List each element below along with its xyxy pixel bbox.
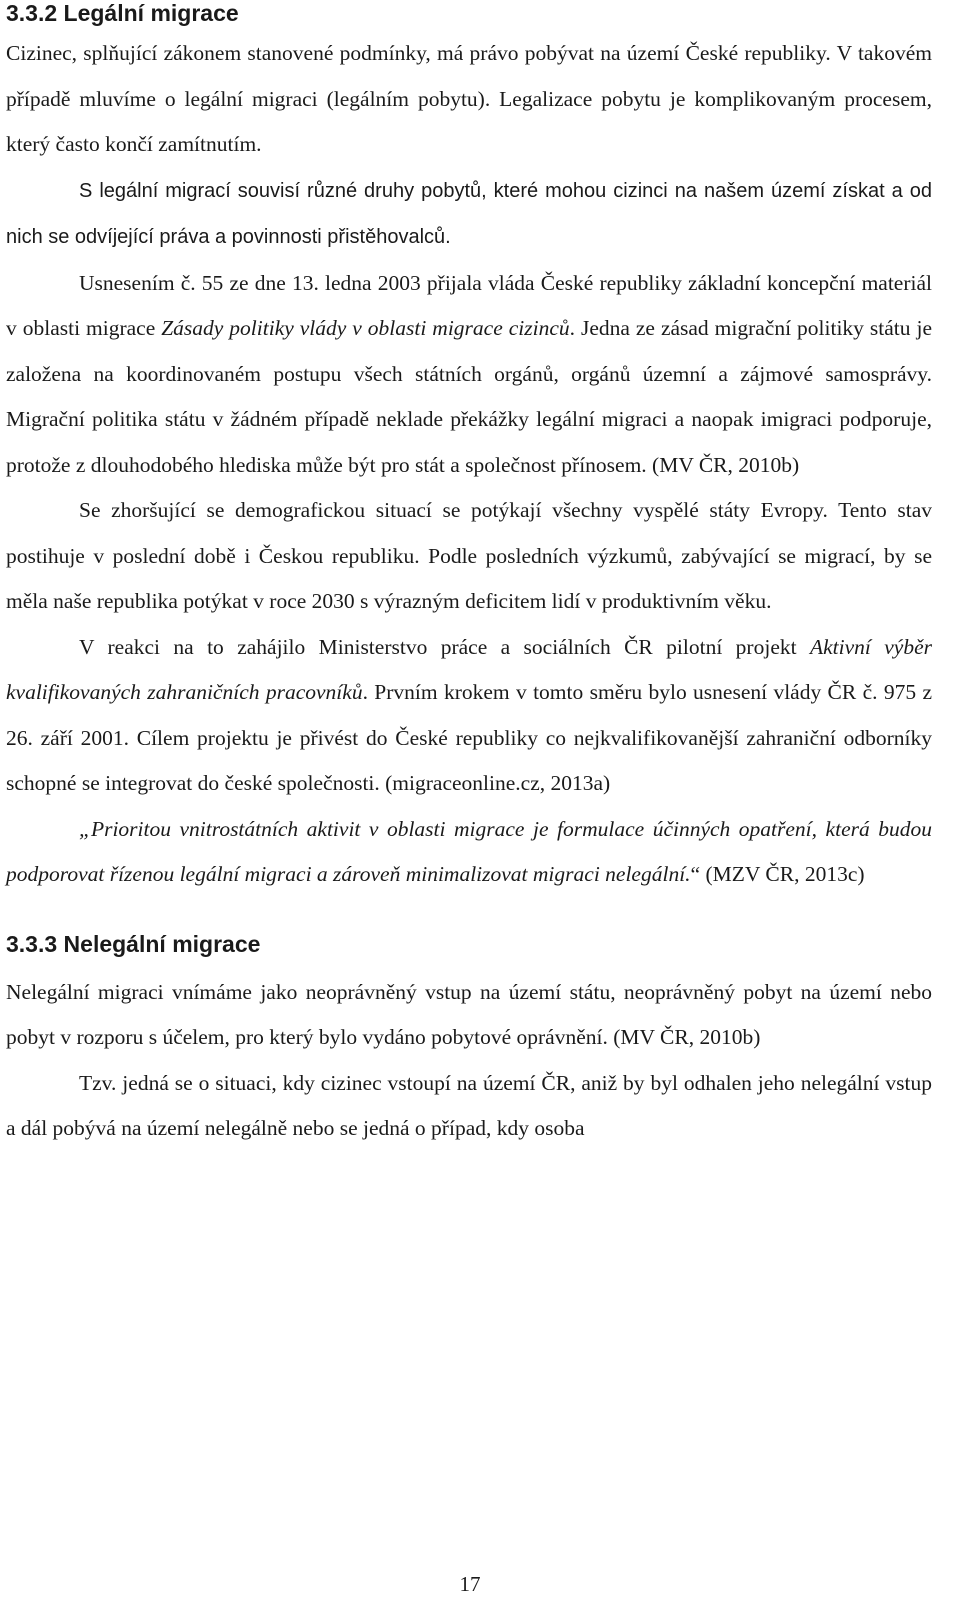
paragraph-pilot-project: [6, 625, 932, 807]
quotation-source: “ (MZV ČR, 2013c): [690, 862, 865, 886]
document-title-italic: Zásady politiky vlády v oblasti migrace cizinců: [161, 316, 570, 340]
paragraph-demographic-situation: Se zhoršující se demografickou situací se potýkají všechny vyspělé státy Evropy. Tento stav postihuje v poslední době i Českou republiku. Podle posledních výzkumů, zabývající se migrací, by se měla naše republika potýkat v roce 2030 s výrazným deficitem lidí v produktivním věku.: [6, 498, 932, 613]
paragraph-residence-types: [6, 168, 932, 261]
paragraph-government-resolution: [6, 261, 932, 489]
paragraph-text: S legální migrací souvisí různé druhy pobytů, které mohou cizinci na našem území získat a od nich se odvíjející práva a povinnosti přistěhovalců.: [6, 179, 932, 248]
paragraph-legal-migration-intro: Cizinec, splňující zákonem stanovené podmínky, má právo pobývat na území České republiky. V takovém případě mluvíme o legální migraci (legálním pobytu). Legalizace pobytu je komplikovaným procesem, který často končí zamítnutím.: [6, 41, 932, 156]
document-page: [6, 0, 932, 1152]
paragraph-text: . Jedna ze zásad migrační politiky státu je založena na koordinovaném postupu všech státních orgánů, orgánů územní a zájmové samosprávy. Migrační politika státu v žádném případě neklade překážky legální migraci a naopak imigraci podporuje, protože z dlouhodobého hlediska může být pro stát a společnost přínosem. (MV ČR, 2010b): [6, 316, 932, 477]
paragraph-text: Usnesením č. 55 ze dne 13. ledna 2003 přijala vláda České republiky základní koncepční materiál v oblasti migrace: [6, 270, 932, 340]
page-number: 17: [459, 1572, 481, 1596]
paragraph-text: V reakci na to zahájilo Ministerstvo práce a sociálních ČR pilotní projekt: [79, 634, 810, 659]
section-heading-illegal-migration: 3.3.3 Nelegální migrace: [6, 930, 261, 957]
section-heading-legal-migration: 3.3.2 Legální migrace: [6, 0, 239, 26]
paragraph-quotation: [6, 807, 932, 898]
paragraph-text: . Prvním krokem v tomto směru bylo usnesení vlády ČR č. 975 z 26. září 2001. Cílem projektu je přivést do České republiky co nejkvalifikovanější zahraniční odborníky schopné se integrovat do české společnosti. (migraceonline.cz, 2013a): [6, 680, 932, 795]
paragraph-illegal-entry: Tzv. jedná se o situaci, kdy cizinec vstoupí na území ČR, aniž by byl odhalen jeho nelegální vstup a dál pobývá na území nelegálně nebo se jedná o případ, kdy osoba: [6, 1070, 932, 1140]
project-title-italic: Aktivní výběr kvalifikovaných zahraničních pracovníků: [6, 634, 932, 704]
paragraph-illegal-migration-definition: Nelegální migraci vnímáme jako neoprávněný vstup na území státu, neoprávněný pobyt na území nebo pobyt v rozporu s účelem, pro který bylo vydáno pobytové oprávnění. (MV ČR, 2010b): [6, 979, 932, 1049]
quotation-italic: „Prioritou vnitrostátních aktivit v oblasti migrace je formulace účinných opatření, která budou podporovat řízenou legální migraci a zároveň minimalizovat migraci nelegální.: [6, 816, 932, 886]
